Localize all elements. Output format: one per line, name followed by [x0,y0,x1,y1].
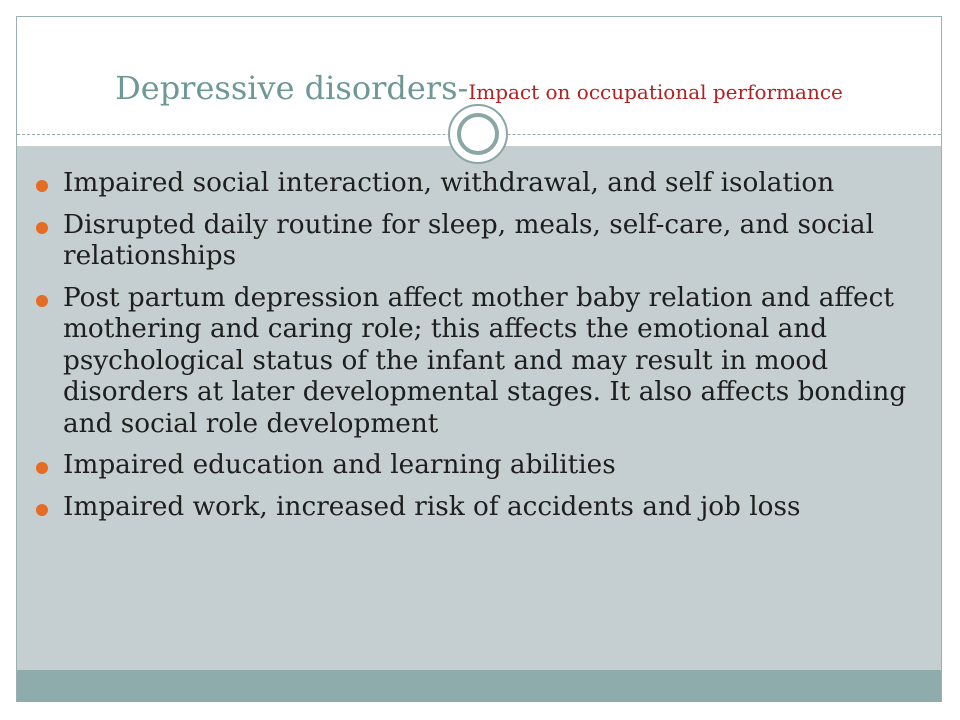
bullet-dot-icon [36,180,48,192]
bullet-item [36,492,936,524]
slide-title [17,69,941,107]
bullet-text: Disrupted daily routine for sleep, meals, self-care, and social relationships [63,209,875,271]
bullet-item [36,283,936,441]
circle-ornament-icon [448,104,508,164]
title-subtitle: Impact on occupational performance [468,80,843,104]
bullet-text: Impaired social interaction, withdrawal, and self isolation [63,168,835,198]
bullet-dot-icon [36,295,48,307]
bullet-text: Post partum depression affect mother baby relation and affect mothering and caring role; this affects the emotional and psychological status of the infant and may result in mood disorders at later developmental stages. It also affects bonding and social role development [63,282,907,439]
bullet-text: Impaired work, increased risk of accidents and job loss [63,491,801,522]
bullet-item [36,210,936,273]
circle-ornament-inner [457,113,499,155]
title-main: Depressive disorders- [115,69,469,107]
bullet-dot-icon [36,222,48,234]
bullet-list [36,168,936,533]
bullet-dot-icon [36,504,48,516]
bullet-text: Impaired education and learning abilities [63,450,616,480]
bullet-dot-icon [36,462,48,474]
bullet-item [36,168,936,200]
bullet-item [36,450,936,482]
footer-bar [17,670,941,702]
